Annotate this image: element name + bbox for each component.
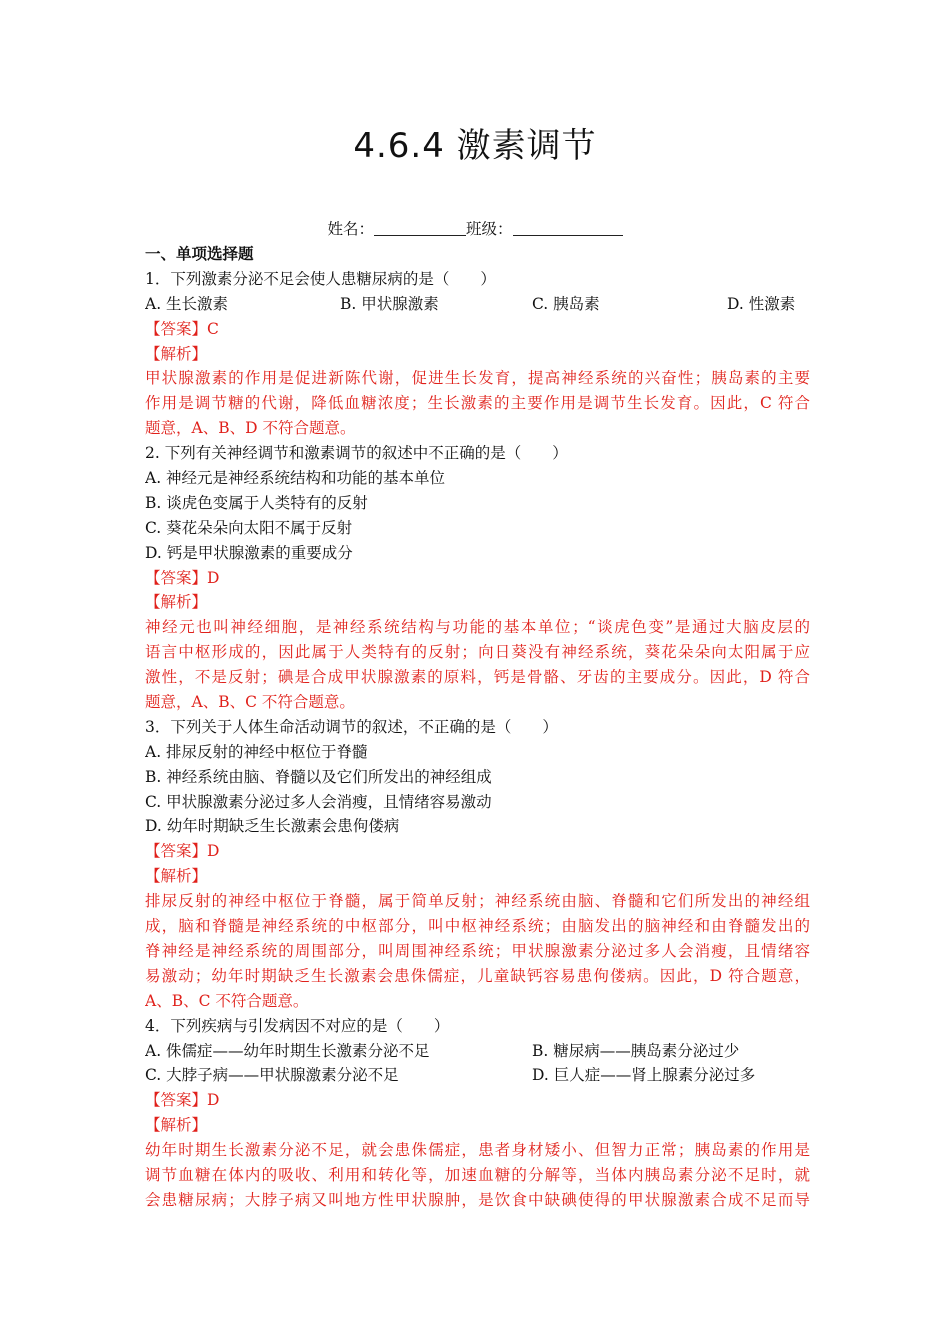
option-b: B. 糖尿病——胰岛素分泌过少 bbox=[532, 1041, 740, 1060]
section-heading: 一、单项选择题 bbox=[145, 245, 254, 263]
analysis-line: 脊神经是神经系统的周围部分，叫周围神经系统；甲状腺激素分泌过多人会消瘦，且情绪容 bbox=[145, 941, 810, 960]
option-a: A. 排尿反射的神经中枢位于脊髓 bbox=[145, 742, 368, 761]
option-b: B. 谈虎色变属于人类特有的反射 bbox=[145, 493, 368, 512]
student-info-line bbox=[0, 217, 950, 239]
question-3 bbox=[145, 715, 810, 1014]
option-c: C. 甲状腺激素分泌过多人会消瘦，且情绪容易激动 bbox=[145, 792, 492, 811]
answer: 【答案】D bbox=[145, 842, 220, 861]
analysis-line: 成，脑和脊髓是神经系统的中枢部分，叫中枢神经系统；由脑发出的脑神经和由脊髓发出的 bbox=[145, 917, 810, 936]
question-4 bbox=[145, 1014, 810, 1213]
analysis-line: 幼年时期生长激素分泌不足，就会患侏儒症，患者身材矮小、但智力正常；胰岛素的作用是 bbox=[145, 1141, 810, 1160]
option-d: D. 性激素 bbox=[727, 294, 796, 313]
question-stem: 4．下列疾病与引发病因不对应的是（ ） bbox=[145, 1016, 450, 1035]
option-b: B. 神经系统由脑、脊髓以及它们所发出的神经组成 bbox=[145, 767, 492, 786]
analysis-line: 作用是调节糖的代谢，降低血糖浓度；生长激素的主要作用是调节生长发育。因此，C 符合 bbox=[145, 394, 810, 413]
analysis-line: 语言中枢形成的，因此属于人类特有的反射；向日葵没有神经系统，葵花朵朵向太阳属于应 bbox=[145, 643, 810, 662]
options-row bbox=[145, 1039, 810, 1064]
option-a: A. 生长激素 bbox=[145, 294, 229, 313]
answer: 【答案】D bbox=[145, 1091, 220, 1110]
answer: 【答案】D bbox=[145, 568, 220, 587]
analysis-label: 【解析】 bbox=[145, 867, 208, 886]
analysis-line: 排尿反射的神经中枢位于脊髓，属于简单反射；神经系统由脑、脊髓和它们所发出的神经组 bbox=[145, 892, 810, 911]
question-stem: 2. 下列有关神经调节和激素调节的叙述中不正确的是（ ） bbox=[145, 444, 568, 463]
analysis-line: 激性，不是反射；碘是合成甲状腺激素的原料，钙是骨骼、牙齿的主要成分。因此，D 符合 bbox=[145, 668, 810, 687]
option-a: A. 侏儒症——幼年时期生长激素分泌不足 bbox=[145, 1041, 430, 1060]
question-stem: 3．下列关于人体生命活动调节的叙述，不正确的是（ ） bbox=[145, 717, 558, 736]
analysis-line: 调节血糖在体内的吸收、利用和转化等，加速血糖的分解等，当体内胰岛素分泌不足时，就 bbox=[145, 1165, 810, 1184]
analysis-label: 【解析】 bbox=[145, 344, 208, 363]
analysis-label: 【解析】 bbox=[145, 593, 208, 612]
analysis-line: 题意，A、B、D 不符合题意。 bbox=[145, 419, 356, 438]
analysis-line: A、B、C 不符合题意。 bbox=[145, 991, 309, 1010]
options-row bbox=[145, 1063, 810, 1088]
question-content bbox=[145, 242, 810, 1213]
question-1 bbox=[145, 267, 810, 441]
answer: 【答案】C bbox=[145, 319, 219, 338]
analysis-line: 题意，A、B、C 不符合题意。 bbox=[145, 693, 355, 712]
analysis-label: 【解析】 bbox=[145, 1116, 208, 1135]
option-c: C. 大脖子病——甲状腺激素分泌不足 bbox=[145, 1066, 399, 1085]
options-row bbox=[145, 292, 810, 317]
option-d: D. 钙是甲状腺激素的重要成分 bbox=[145, 543, 353, 562]
question-2 bbox=[145, 441, 810, 715]
analysis-line: 神经元也叫神经细胞，是神经系统结构与功能的基本单位；“谈虎色变”是通过大脑皮层的 bbox=[145, 618, 810, 637]
class-blank[interactable] bbox=[513, 221, 623, 236]
option-b: B. 甲状腺激素 bbox=[340, 294, 439, 313]
analysis-line: 甲状腺激素的作用是促进新陈代谢，促进生长发育，提高神经系统的兴奋性；胰岛素的主要 bbox=[145, 369, 810, 388]
class-label: 班级： bbox=[466, 220, 513, 238]
option-d: D. 巨人症——肾上腺素分泌过多 bbox=[532, 1066, 756, 1085]
analysis-line: 会患糖尿病；大脖子病又叫地方性甲状腺肿，是饮食中缺碘使得的甲状腺激素合成不足而导 bbox=[145, 1190, 810, 1209]
analysis-line: 易激动；幼年时期缺乏生长激素会患侏儒症，儿童缺钙容易患佝偻病。因此，D 符合题意， bbox=[145, 966, 810, 985]
name-blank[interactable] bbox=[374, 221, 466, 236]
page-title: 4.6.4 激素调节 bbox=[353, 126, 597, 166]
option-a: A. 神经元是神经系统结构和功能的基本单位 bbox=[145, 469, 446, 488]
option-c: C. 葵花朵朵向太阳不属于反射 bbox=[145, 518, 353, 537]
option-c: C. 胰岛素 bbox=[532, 294, 600, 313]
option-d: D. 幼年时期缺乏生长激素会患佝偻病 bbox=[145, 817, 400, 836]
name-label: 姓名： bbox=[327, 220, 374, 238]
question-stem: 1．下列激素分泌不足会使人患糖尿病的是（ ） bbox=[145, 269, 496, 288]
